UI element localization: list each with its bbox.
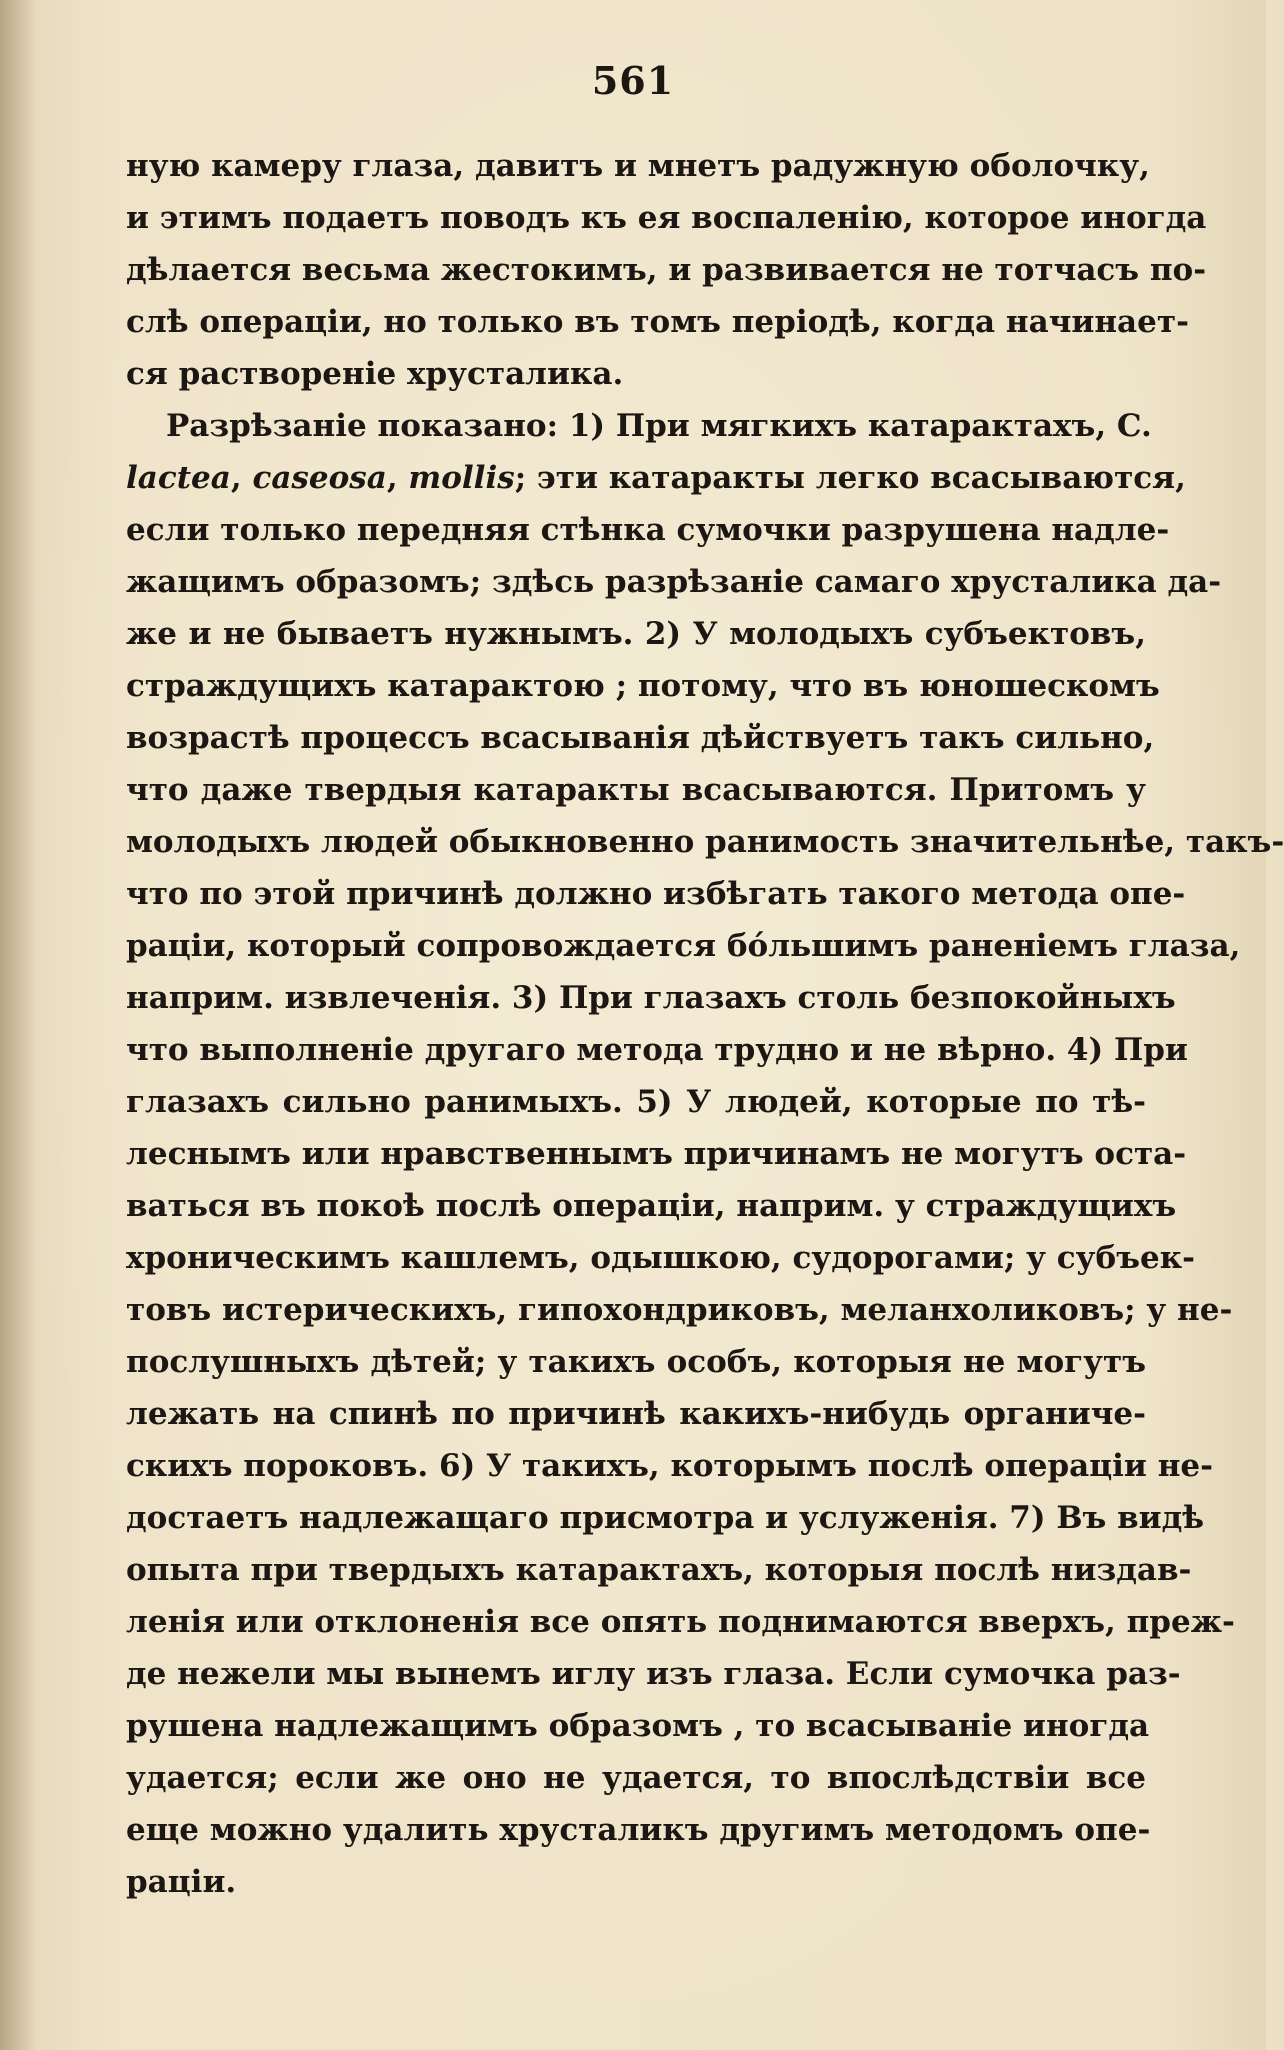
text-line: что даже твердыя катаракты всасываются. Притомъ у [126,772,1146,808]
text-line: что выполненіе другаго метода трудно и не вѣрно. 4) При [126,1032,1188,1068]
text-line: что по этой причинѣ должно избѣгать такого метода опе- [126,876,1186,912]
text-line: достаетъ надлежащаго присмотра и услуженія. 7) Въ видѣ [126,1500,1205,1536]
text-line: дѣлается весьма жестокимъ, и развивается не тотчасъ по- [126,252,1207,288]
body-text [126,140,1284,1908]
text-line-latin [126,452,1186,504]
latin-term: mollis [408,460,515,496]
text-line: страждущихъ катарактою ; потому, что въ юношескомъ [126,668,1160,704]
separator: , [230,460,253,496]
text-line: рушена надлежащимъ образомъ , то всасываніе иногда [126,1708,1150,1744]
text-line: наприм. извлеченія. 3) При глазахъ столь безпокойныхъ [126,980,1176,1016]
text-line: жащимъ образомъ; здѣсь разрѣзаніе самаго хрусталика да- [126,564,1222,600]
text-line: ленія или отклоненія все опять поднимаются вверхъ, преж- [126,1604,1235,1640]
text-line: возрастѣ процессъ всасыванія дѣйствуетъ такъ сильно, [126,720,1155,756]
text-line: раціи, который сопровождается бо́льшимъ раненіемъ глаза, [126,928,1241,964]
text-line: леснымъ или нравственнымъ причинамъ не могутъ оста- [126,1136,1187,1172]
text-line: ваться въ покоѣ послѣ операціи, наприм. у страждущихъ [126,1188,1177,1224]
spine-shadow [0,0,36,2050]
text-line: молодыхъ людей обыкновенно ранимость значительнѣе, такъ- [126,824,1284,860]
text-line: ную камеру глаза, давитъ и мнетъ радужную оболочку, [126,148,1150,184]
text-line: раціи. [126,1864,237,1900]
text-line: глазахъ сильно ранимыхъ. 5) У людей, которые по тѣ- [126,1084,1146,1120]
text-line: ся раствореніе хрусталика. [126,356,624,392]
paragraph-first-line: Разрѣзаніе показано: 1) При мягкихъ катарактахъ, C. [166,408,1152,444]
text-line: опыта при твердыхъ катарактахъ, которыя послѣ низдав- [126,1552,1192,1588]
text-line: товъ истерическихъ, гипохондриковъ, меланхоликовъ; у не- [126,1292,1233,1328]
text-line: слѣ операціи, но только въ томъ періодѣ, когда начинает- [126,304,1189,340]
text-line: послушныхъ дѣтей; у такихъ особъ, которыя не могутъ [126,1344,1146,1380]
text-line: еще можно удалить хрусталикъ другимъ методомъ опе- [126,1812,1151,1848]
text-line: если только передняя стѣнка сумочки разрушена надле- [126,512,1170,548]
page-number: 561 [591,58,675,103]
text-line: и этимъ подаетъ поводъ къ ея воспаленію, которое иногда [126,200,1207,236]
line-rest: ; эти катаракты легко всасываются, [514,460,1186,496]
latin-term: caseosa [252,460,387,496]
text-line: хроническимъ кашлемъ, одышкою, судорогами; у субъек- [126,1240,1195,1276]
text-line: лежать на спинѣ по причинѣ какихъ-нибудь органиче- [126,1396,1146,1432]
text-line: же и не бываетъ нужнымъ. 2) У молодыхъ субъектовъ, [126,616,1146,652]
text-line: де нежели мы вынемъ иглу изъ глаза. Если сумочка раз- [126,1656,1181,1692]
paragraph-body [126,504,1284,1908]
text-line: удается; если же оно не удается, то впослѣдствіи все [126,1760,1146,1796]
separator: , [386,460,409,496]
latin-term: lactea [126,460,231,496]
text-line: скихъ пороковъ. 6) У такихъ, которымъ послѣ операціи не- [126,1448,1213,1484]
